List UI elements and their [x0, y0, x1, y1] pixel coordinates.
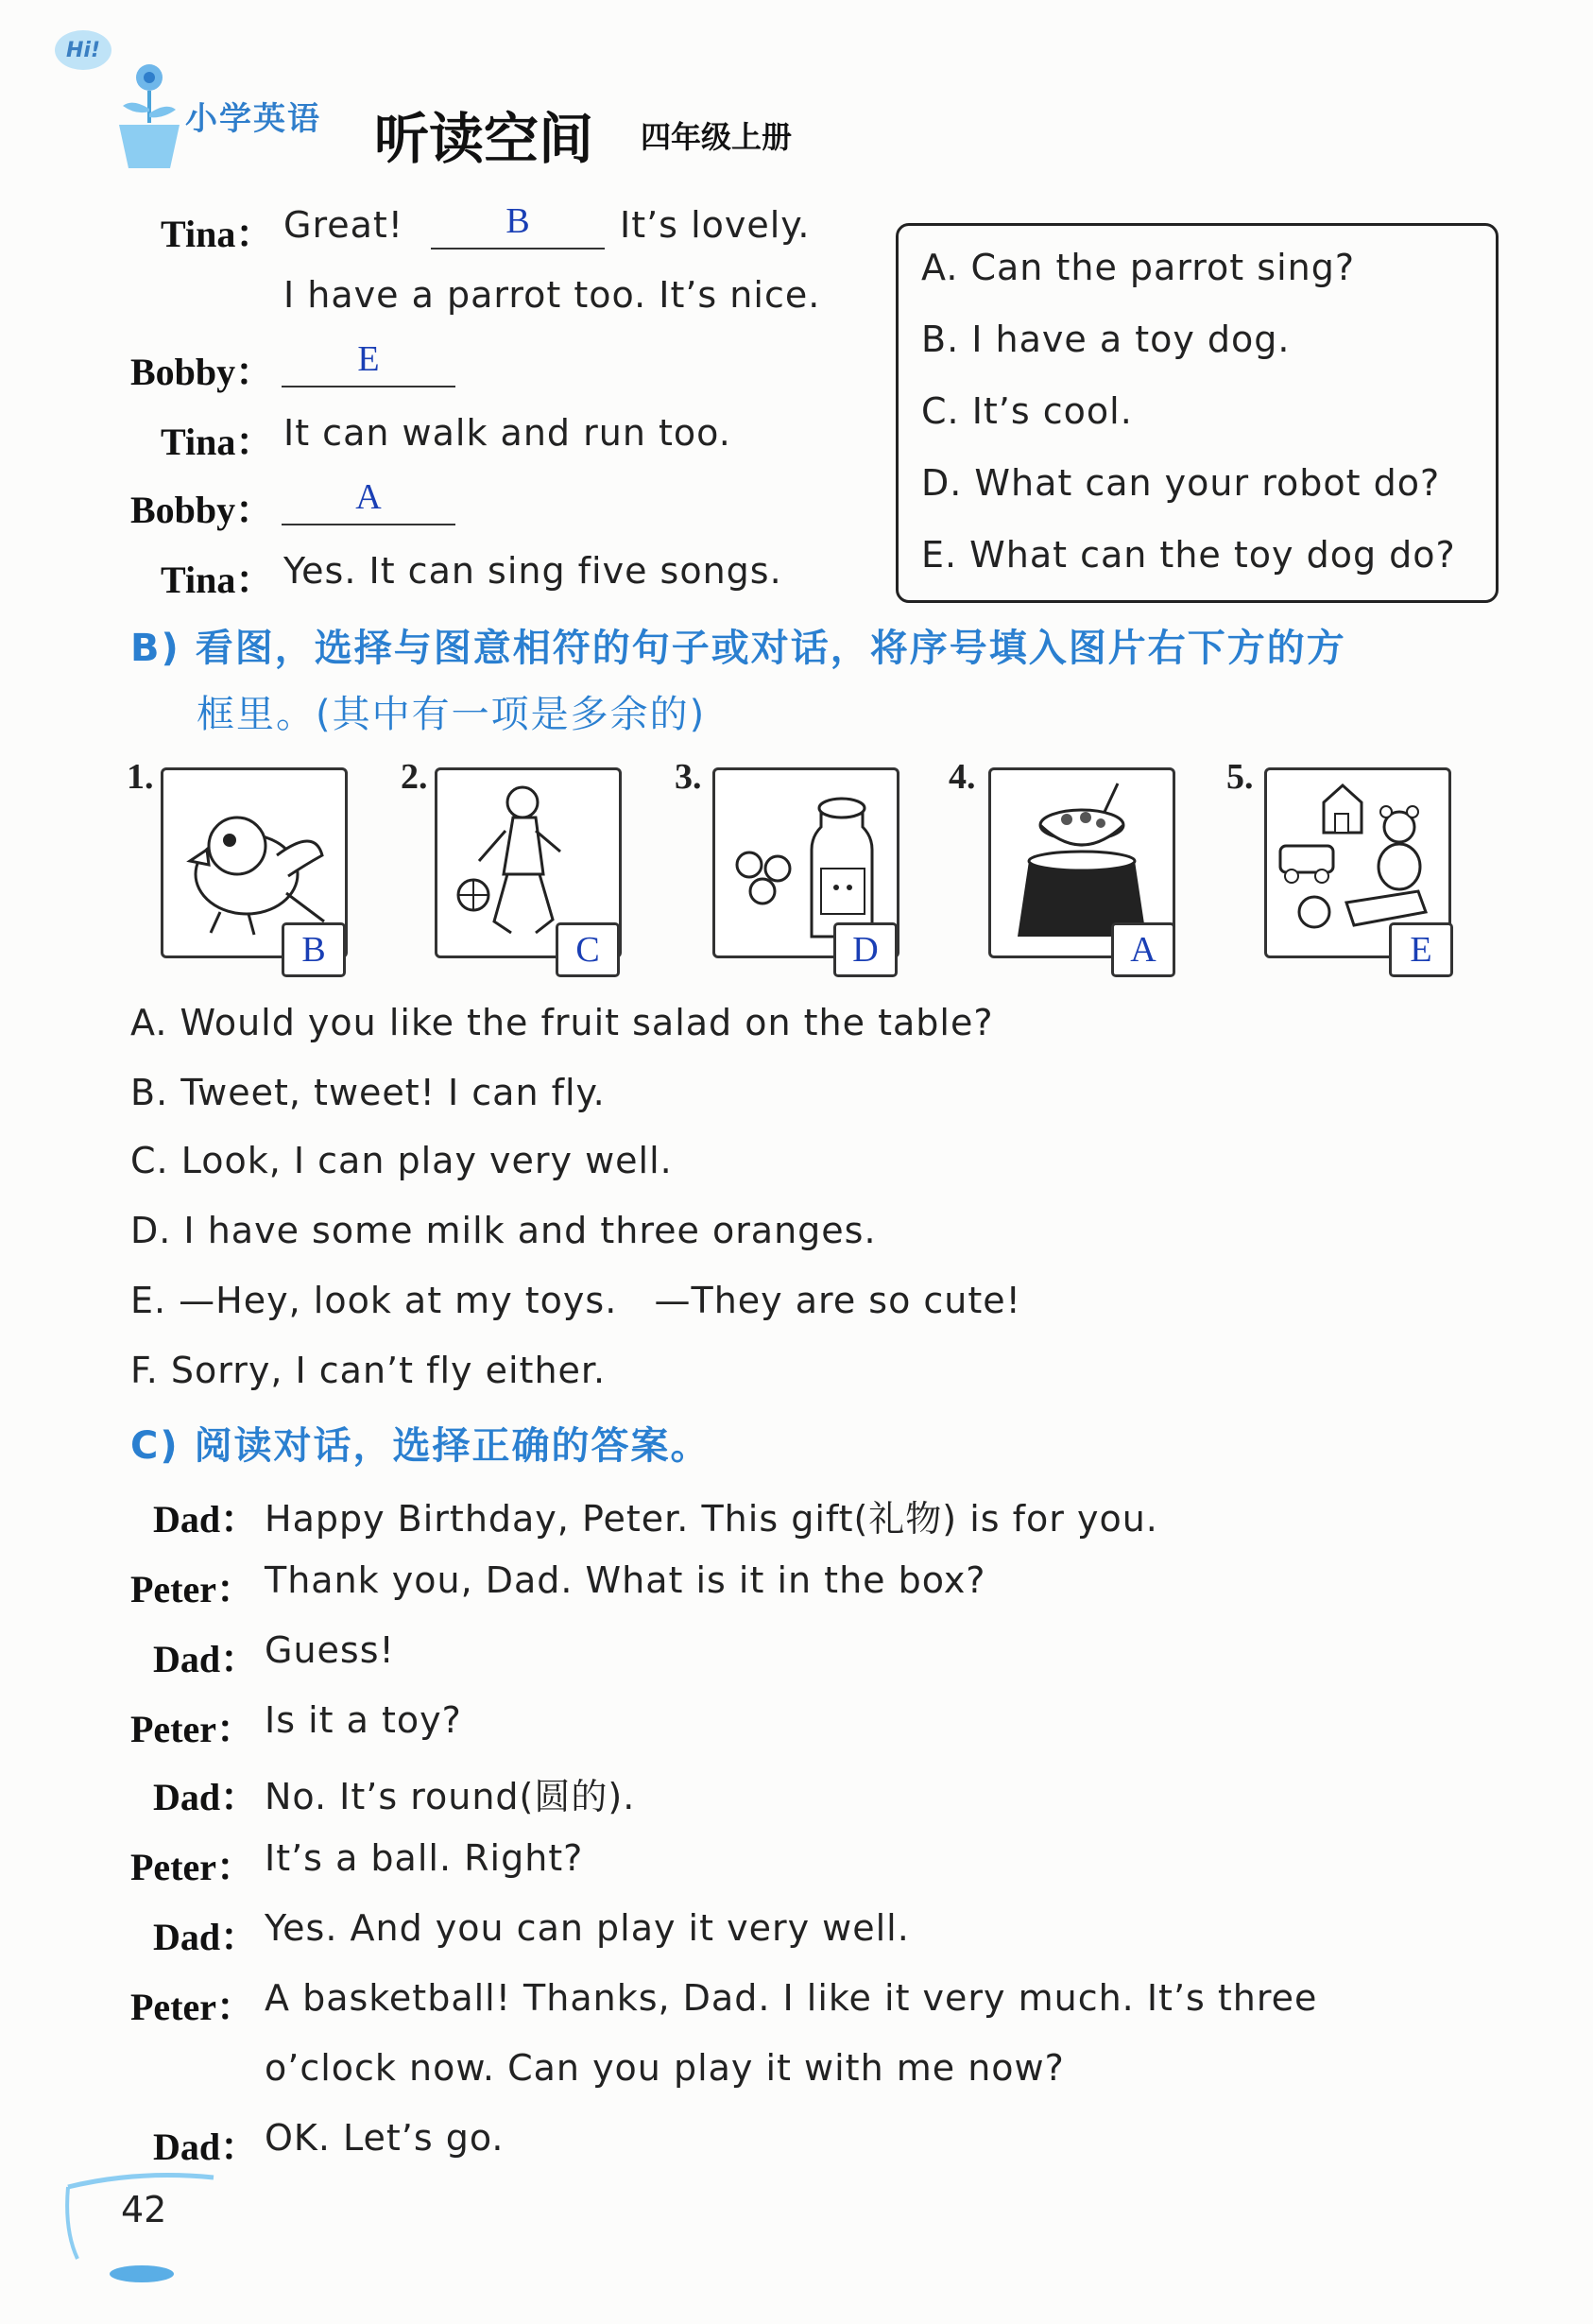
speaker-label: Dad：: [153, 1776, 259, 1818]
dialogue-text: Yes. And you can play it very well.: [265, 1907, 910, 1949]
brand-title: 听读空间: [374, 107, 594, 171]
dialogue-text: Is it a toy?: [265, 1699, 462, 1741]
speaker-label: Peter：: [130, 1708, 255, 1750]
section-c-instruction: C) 阅读对话，选择正确的答案。: [130, 1424, 711, 1468]
section-b-instruction: B) 看图，选择与图意相符的句子或对话，将序号填入图片右下方的方: [130, 627, 1346, 670]
dialogue-text: A basketball! Thanks, Dad. I like it very much. It’s three: [265, 1977, 1318, 2019]
flower-pot-logo-icon: [104, 57, 189, 170]
dialogue-text: No. It’s round(圆的).: [265, 1776, 636, 1817]
page-number: 42: [121, 2189, 167, 2230]
hi-bubble: Hi!: [55, 30, 111, 70]
sentence-option: A. Would you like the fruit salad on the table?: [130, 1002, 994, 1043]
speaker-label: Bobby：: [130, 489, 274, 531]
answer-blank[interactable]: [431, 200, 605, 250]
dialogue-text: Yes. It can sing five songs.: [283, 550, 782, 592]
dialogue-text: Guess!: [265, 1629, 395, 1671]
option-item: B. I have a toy dog.: [921, 318, 1291, 360]
speaker-label: Tina：: [161, 421, 274, 463]
dialogue-text: It’s lovely.: [620, 204, 811, 246]
option-item: C. It’s cool.: [921, 390, 1133, 432]
picture-number: 3.: [675, 757, 702, 797]
option-item: D. What can your robot do?: [921, 462, 1441, 504]
speaker-label: Dad：: [153, 2126, 259, 2168]
dialogue-text: o’clock now. Can you play it with me now?: [265, 2047, 1065, 2089]
speaker-label: Bobby：: [130, 351, 274, 393]
answer-value: E: [357, 339, 380, 379]
answer-blank[interactable]: [282, 476, 455, 525]
speaker-label: Tina：: [161, 213, 274, 255]
answer-box[interactable]: [556, 922, 620, 977]
options-box: [896, 223, 1499, 603]
answer-value: B: [505, 201, 530, 241]
section-b-instruction-cont: 框里。(其中有一项是多余的): [197, 693, 707, 736]
picture-number: 4.: [949, 757, 976, 797]
sentence-option: B. Tweet, tweet! I can fly.: [130, 1072, 606, 1113]
answer-value: A: [1130, 930, 1156, 970]
option-item: E. What can the toy dog do?: [921, 534, 1456, 576]
picture-number: 2.: [401, 757, 428, 797]
answer-blank[interactable]: [282, 338, 455, 387]
sentence-option: E. —Hey, look at my toys. —They are so cute!: [130, 1280, 1021, 1321]
dialogue-text: It’s a ball. Right?: [265, 1837, 584, 1879]
picture-number: 1.: [127, 757, 154, 797]
sentence-option: D. I have some milk and three oranges.: [130, 1210, 877, 1251]
series-title: 小学英语: [185, 100, 321, 138]
answer-value: A: [355, 477, 382, 517]
answer-box[interactable]: [833, 922, 898, 977]
dialogue-text: Happy Birthday, Peter. This gift(礼物) is for you.: [265, 1498, 1158, 1540]
sentence-option: F. Sorry, I can’t fly either.: [130, 1350, 607, 1391]
answer-value: C: [575, 930, 600, 970]
speaker-label: Peter：: [130, 1846, 255, 1888]
answer-value: D: [852, 930, 879, 970]
dialogue-text: Great!: [283, 204, 404, 246]
option-item: A. Can the parrot sing?: [921, 247, 1356, 288]
dialogue-text: OK. Let’s go.: [265, 2117, 505, 2159]
speaker-label: Tina：: [161, 559, 274, 601]
answer-box[interactable]: [1389, 922, 1453, 977]
picture-number: 5.: [1226, 757, 1254, 797]
answer-box[interactable]: [1111, 922, 1175, 977]
dialogue-text: It can walk and run too.: [283, 412, 731, 454]
answer-box[interactable]: [282, 922, 346, 977]
speaker-label: Dad：: [153, 1498, 259, 1541]
sentence-option: C. Look, I can play very well.: [130, 1140, 673, 1181]
grade-label: 四年级上册: [641, 119, 793, 155]
answer-value: B: [301, 930, 326, 970]
speaker-label: Dad：: [153, 1638, 259, 1680]
speaker-label: Peter：: [130, 1568, 255, 1610]
answer-value: E: [1410, 930, 1432, 970]
speaker-label: Dad：: [153, 1916, 259, 1958]
speaker-label: Peter：: [130, 1986, 255, 2028]
dialogue-text: Thank you, Dad. What is it in the box?: [265, 1559, 986, 1601]
dialogue-text: I have a parrot too. It’s nice.: [283, 274, 821, 316]
